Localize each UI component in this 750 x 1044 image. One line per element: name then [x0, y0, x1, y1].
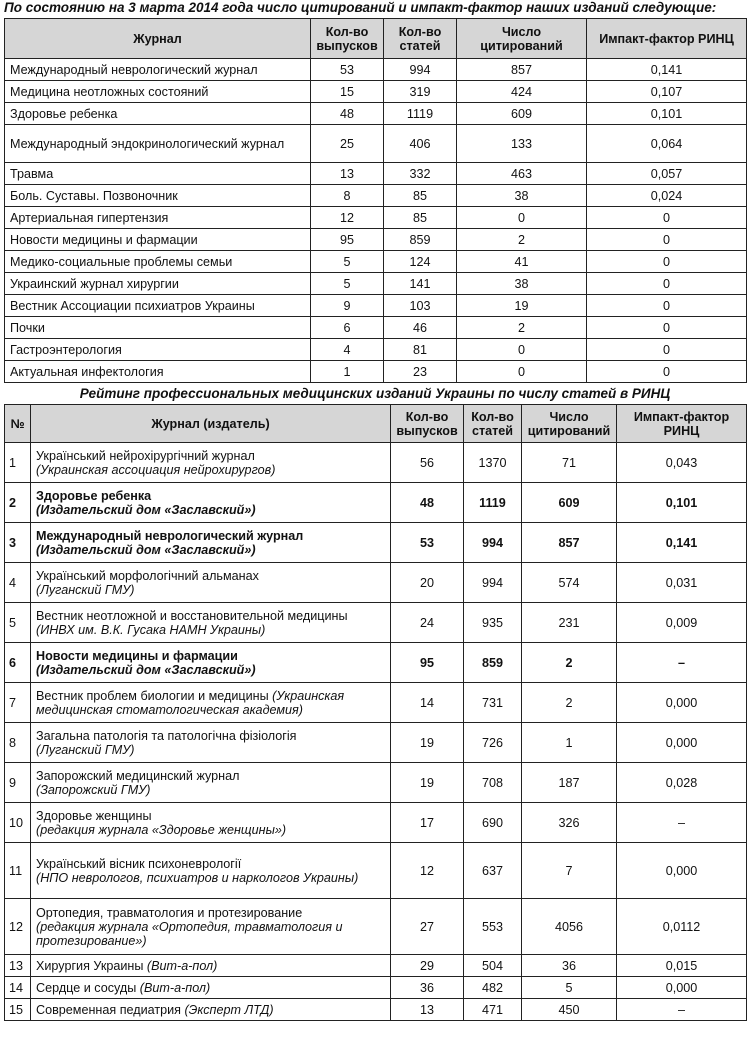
- issues-cell: 19: [391, 723, 464, 763]
- journal-name: Український нейрохірургічний журнал: [36, 448, 255, 463]
- table-row: [5, 273, 747, 295]
- impact-cell: 0,015: [617, 955, 747, 977]
- issues-cell: 5: [311, 251, 384, 273]
- table-row: [5, 295, 747, 317]
- impact-cell: 0,107: [587, 81, 747, 103]
- journal-publisher-cell: [31, 523, 391, 563]
- journal-publisher-cell: [31, 683, 391, 723]
- articles-cell: 859: [384, 229, 457, 251]
- journal-name: Сердце и сосуды: [36, 980, 137, 995]
- row-number-cell: 5: [5, 603, 31, 643]
- issues-cell: 17: [391, 803, 464, 843]
- impact-cell: 0,141: [587, 59, 747, 81]
- citations-cell: 450: [522, 999, 617, 1021]
- row-number-cell: 14: [5, 977, 31, 999]
- citations-cell: 857: [522, 523, 617, 563]
- journal-publisher-cell: [31, 763, 391, 803]
- articles-cell: 406: [384, 125, 457, 163]
- col-citations-header: Число цитирований: [457, 19, 587, 59]
- citations-cell: 5: [522, 977, 617, 999]
- rating-table: [4, 404, 747, 1021]
- citations-cell: 609: [522, 483, 617, 523]
- citations-cell: 0: [457, 361, 587, 383]
- publisher-name: (Украинская медицинская стоматологическая академия): [36, 688, 345, 717]
- publisher-name: (редакция журнала «Ортопедия, травматология и протезирование»): [36, 919, 343, 948]
- articles-cell: 471: [464, 999, 522, 1021]
- impact-cell: 0,009: [617, 603, 747, 643]
- articles-cell: 1370: [464, 443, 522, 483]
- publisher-name: (Издательский дом «Заславский»): [36, 502, 256, 517]
- table-row: [5, 443, 747, 483]
- table-row: [5, 955, 747, 977]
- issues-cell: 12: [391, 843, 464, 899]
- issues-cell: 36: [391, 977, 464, 999]
- col-articles-header: Кол-во статей: [384, 19, 457, 59]
- table-row: [5, 977, 747, 999]
- articles-cell: 81: [384, 339, 457, 361]
- publisher-name: (ИНВХ им. В.К. Гусака НАМН Украины): [36, 622, 266, 637]
- table-row: [5, 125, 747, 163]
- citations-cell: 7: [522, 843, 617, 899]
- issues-cell: 6: [311, 317, 384, 339]
- impact-cell: 0,024: [587, 185, 747, 207]
- impact-cell: 0,000: [617, 977, 747, 999]
- issues-cell: 27: [391, 899, 464, 955]
- journal-publisher-cell: [31, 999, 391, 1021]
- citations-cell: 326: [522, 803, 617, 843]
- impact-cell: 0,064: [587, 125, 747, 163]
- impact-cell: 0: [587, 273, 747, 295]
- table-row: [5, 643, 747, 683]
- row-number-cell: 11: [5, 843, 31, 899]
- publisher-name: (Луганский ГМУ): [36, 582, 135, 597]
- publisher-name: (Вит-а-пол): [139, 980, 211, 995]
- impact-cell: 0: [587, 295, 747, 317]
- issues-cell: 5: [311, 273, 384, 295]
- journal-publisher-cell: [31, 955, 391, 977]
- articles-cell: 637: [464, 843, 522, 899]
- articles-cell: 23: [384, 361, 457, 383]
- articles-cell: 553: [464, 899, 522, 955]
- issues-cell: 95: [391, 643, 464, 683]
- publisher-name: (Издательский дом «Заславский»): [36, 542, 256, 557]
- journal-name-cell: Международный неврологический журнал: [5, 59, 311, 81]
- row-number-cell: 6: [5, 643, 31, 683]
- impact-cell: 0,031: [617, 563, 747, 603]
- impact-cell: –: [617, 643, 747, 683]
- issues-cell: 48: [311, 103, 384, 125]
- col-citations-header: Число цитирований: [522, 405, 617, 443]
- journal-name: Запорожский медицинский журнал: [36, 768, 240, 783]
- col-journal-header: Журнал: [5, 19, 311, 59]
- impact-cell: 0: [587, 229, 747, 251]
- impact-cell: –: [617, 999, 747, 1021]
- articles-cell: 994: [384, 59, 457, 81]
- citation-table: [4, 18, 747, 383]
- citations-cell: 0: [457, 339, 587, 361]
- impact-cell: 0,101: [617, 483, 747, 523]
- issues-cell: 12: [311, 207, 384, 229]
- journal-name-cell: Почки: [5, 317, 311, 339]
- articles-cell: 994: [464, 523, 522, 563]
- publisher-name: (Издательский дом «Заславский»): [36, 662, 256, 677]
- row-number-cell: 12: [5, 899, 31, 955]
- table-row: [5, 317, 747, 339]
- journal-name-cell: Здоровье ребенка: [5, 103, 311, 125]
- table-row: [5, 81, 747, 103]
- table1-body: [5, 59, 747, 383]
- issues-cell: 53: [311, 59, 384, 81]
- journal-name-cell: Медицина неотложных состояний: [5, 81, 311, 103]
- impact-cell: –: [617, 803, 747, 843]
- col-impact-header: Импакт-фактор РИНЦ: [617, 405, 747, 443]
- articles-cell: 46: [384, 317, 457, 339]
- citations-cell: 609: [457, 103, 587, 125]
- articles-cell: 141: [384, 273, 457, 295]
- journal-name-cell: Артериальная гипертензия: [5, 207, 311, 229]
- issues-cell: 20: [391, 563, 464, 603]
- journal-publisher-cell: [31, 563, 391, 603]
- table-row: [5, 999, 747, 1021]
- articles-cell: 935: [464, 603, 522, 643]
- citations-cell: 36: [522, 955, 617, 977]
- journal-name-cell: Украинский журнал хирургии: [5, 273, 311, 295]
- issues-cell: 8: [311, 185, 384, 207]
- citations-cell: 4056: [522, 899, 617, 955]
- citations-cell: 231: [522, 603, 617, 643]
- impact-cell: 0: [587, 339, 747, 361]
- issues-cell: 48: [391, 483, 464, 523]
- journal-publisher-cell: [31, 843, 391, 899]
- issues-cell: 29: [391, 955, 464, 977]
- articles-cell: 690: [464, 803, 522, 843]
- row-number-cell: 4: [5, 563, 31, 603]
- articles-cell: 859: [464, 643, 522, 683]
- table-row: [5, 763, 747, 803]
- articles-cell: 708: [464, 763, 522, 803]
- table-row: [5, 251, 747, 273]
- articles-cell: 85: [384, 207, 457, 229]
- citations-cell: 38: [457, 185, 587, 207]
- journal-name: Здоровье женщины: [36, 808, 152, 823]
- col-issues-header: Кол-во выпусков: [391, 405, 464, 443]
- issues-cell: 1: [311, 361, 384, 383]
- impact-cell: 0,0112: [617, 899, 747, 955]
- table-row: [5, 361, 747, 383]
- articles-cell: 1119: [464, 483, 522, 523]
- table-row: [5, 229, 747, 251]
- impact-cell: 0: [587, 251, 747, 273]
- col-articles-header: Кол-во статей: [464, 405, 522, 443]
- journal-name: Загальна патологія та патологічна фізіологія: [36, 728, 297, 743]
- articles-cell: 504: [464, 955, 522, 977]
- articles-cell: 332: [384, 163, 457, 185]
- col-impact-header: Импакт-фактор РИНЦ: [587, 19, 747, 59]
- table-row: [5, 723, 747, 763]
- citations-cell: 574: [522, 563, 617, 603]
- citations-cell: 2: [457, 317, 587, 339]
- row-number-cell: 2: [5, 483, 31, 523]
- journal-publisher-cell: [31, 443, 391, 483]
- table-row: [5, 843, 747, 899]
- journal-name: Здоровье ребенка: [36, 488, 152, 503]
- issues-cell: 53: [391, 523, 464, 563]
- publisher-name: (Украинская ассоциация нейрохирургов): [36, 462, 276, 477]
- citations-cell: 2: [522, 683, 617, 723]
- impact-cell: 0,043: [617, 443, 747, 483]
- publisher-name: (Вит-а-пол): [146, 958, 218, 973]
- table-row: [5, 59, 747, 81]
- journal-name: Український вісник психоневрології: [36, 856, 242, 871]
- journal-name-cell: Гастроэнтерология: [5, 339, 311, 361]
- impact-cell: 0,057: [587, 163, 747, 185]
- table-row: [5, 483, 747, 523]
- journal-name: Ортопедия, травматология и протезирование: [36, 905, 303, 920]
- issues-cell: 14: [391, 683, 464, 723]
- table-row: [5, 603, 747, 643]
- issues-cell: 25: [311, 125, 384, 163]
- table1-title: По состоянию на 3 марта 2014 года число цитирований и импакт-фактор наших изданий следующие:: [4, 0, 717, 15]
- citations-cell: 187: [522, 763, 617, 803]
- row-number-cell: 3: [5, 523, 31, 563]
- impact-cell: 0,141: [617, 523, 747, 563]
- table-row: [5, 683, 747, 723]
- journal-name: Український морфологічний альманах: [36, 568, 259, 583]
- citations-cell: 71: [522, 443, 617, 483]
- impact-cell: 0,000: [617, 723, 747, 763]
- table-row: [5, 103, 747, 125]
- citations-cell: 424: [457, 81, 587, 103]
- articles-cell: 994: [464, 563, 522, 603]
- row-number-cell: 7: [5, 683, 31, 723]
- citations-cell: 2: [522, 643, 617, 683]
- table2-body: [5, 443, 747, 1021]
- citations-cell: 41: [457, 251, 587, 273]
- col-number-header: №: [5, 405, 31, 443]
- journal-name-cell: Вестник Ассоциации психиатров Украины: [5, 295, 311, 317]
- journal-name: Вестник проблем биологии и медицины: [36, 688, 269, 703]
- journal-name-cell: Боль. Суставы. Позвоночник: [5, 185, 311, 207]
- articles-cell: 731: [464, 683, 522, 723]
- issues-cell: 24: [391, 603, 464, 643]
- journal-name-cell: Актуальная инфектология: [5, 361, 311, 383]
- table-row: [5, 803, 747, 843]
- journal-publisher-cell: [31, 723, 391, 763]
- publisher-name: (Запорожский ГМУ): [36, 782, 151, 797]
- citations-cell: 38: [457, 273, 587, 295]
- journal-name: Современная педиатрия: [36, 1002, 181, 1017]
- journal-publisher-cell: [31, 899, 391, 955]
- impact-cell: 0: [587, 207, 747, 229]
- citations-cell: 2: [457, 229, 587, 251]
- journal-publisher-cell: [31, 643, 391, 683]
- impact-cell: 0,000: [617, 843, 747, 899]
- issues-cell: 19: [391, 763, 464, 803]
- journal-name: Международный неврологический журнал: [36, 528, 304, 543]
- citations-cell: 463: [457, 163, 587, 185]
- table-row: [5, 163, 747, 185]
- row-number-cell: 10: [5, 803, 31, 843]
- issues-cell: 9: [311, 295, 384, 317]
- journal-name: Вестник неотложной и восстановительной медицины: [36, 608, 348, 623]
- table2-title: Рейтинг профессиональных медицинских изданий Украины по числу статей в РИНЦ: [79, 386, 671, 401]
- impact-cell: 0: [587, 361, 747, 383]
- citations-cell: 19: [457, 295, 587, 317]
- issues-cell: 95: [311, 229, 384, 251]
- issues-cell: 13: [311, 163, 384, 185]
- impact-cell: 0,028: [617, 763, 747, 803]
- journal-publisher-cell: [31, 977, 391, 999]
- articles-cell: 726: [464, 723, 522, 763]
- col-journal-publisher-header: Журнал (издатель): [31, 405, 391, 443]
- table-row: [5, 339, 747, 361]
- issues-cell: 13: [391, 999, 464, 1021]
- col-issues-header: Кол-во выпусков: [311, 19, 384, 59]
- publisher-name: (Эксперт ЛТД): [184, 1002, 274, 1017]
- impact-cell: 0,000: [617, 683, 747, 723]
- journal-name-cell: Травма: [5, 163, 311, 185]
- journal-name-cell: Новости медицины и фармации: [5, 229, 311, 251]
- table-row: [5, 899, 747, 955]
- issues-cell: 56: [391, 443, 464, 483]
- journal-publisher-cell: [31, 803, 391, 843]
- row-number-cell: 8: [5, 723, 31, 763]
- table-row: [5, 563, 747, 603]
- citations-cell: 857: [457, 59, 587, 81]
- publisher-name: (Луганский ГМУ): [36, 742, 135, 757]
- publisher-name: (редакция журнала «Здоровье женщины»): [36, 822, 287, 837]
- publisher-name: (НПО неврологов, психиатров и наркологов Украины): [36, 870, 359, 885]
- citations-cell: 1: [522, 723, 617, 763]
- citations-cell: 133: [457, 125, 587, 163]
- journal-name: Хирургия Украины: [36, 958, 144, 973]
- journal-name-cell: Международный эндокринологический журнал: [5, 125, 311, 163]
- impact-cell: 0,101: [587, 103, 747, 125]
- journal-name-cell: Медико-социальные проблемы семьи: [5, 251, 311, 273]
- articles-cell: 124: [384, 251, 457, 273]
- articles-cell: 85: [384, 185, 457, 207]
- articles-cell: 482: [464, 977, 522, 999]
- row-number-cell: 1: [5, 443, 31, 483]
- journal-publisher-cell: [31, 603, 391, 643]
- journal-name: Новости медицины и фармации: [36, 648, 238, 663]
- table-row: [5, 207, 747, 229]
- table-row: [5, 523, 747, 563]
- row-number-cell: 13: [5, 955, 31, 977]
- articles-cell: 103: [384, 295, 457, 317]
- journal-publisher-cell: [31, 483, 391, 523]
- impact-cell: 0: [587, 317, 747, 339]
- articles-cell: 1119: [384, 103, 457, 125]
- issues-cell: 4: [311, 339, 384, 361]
- row-number-cell: 15: [5, 999, 31, 1021]
- table-row: [5, 185, 747, 207]
- issues-cell: 15: [311, 81, 384, 103]
- citations-cell: 0: [457, 207, 587, 229]
- row-number-cell: 9: [5, 763, 31, 803]
- articles-cell: 319: [384, 81, 457, 103]
